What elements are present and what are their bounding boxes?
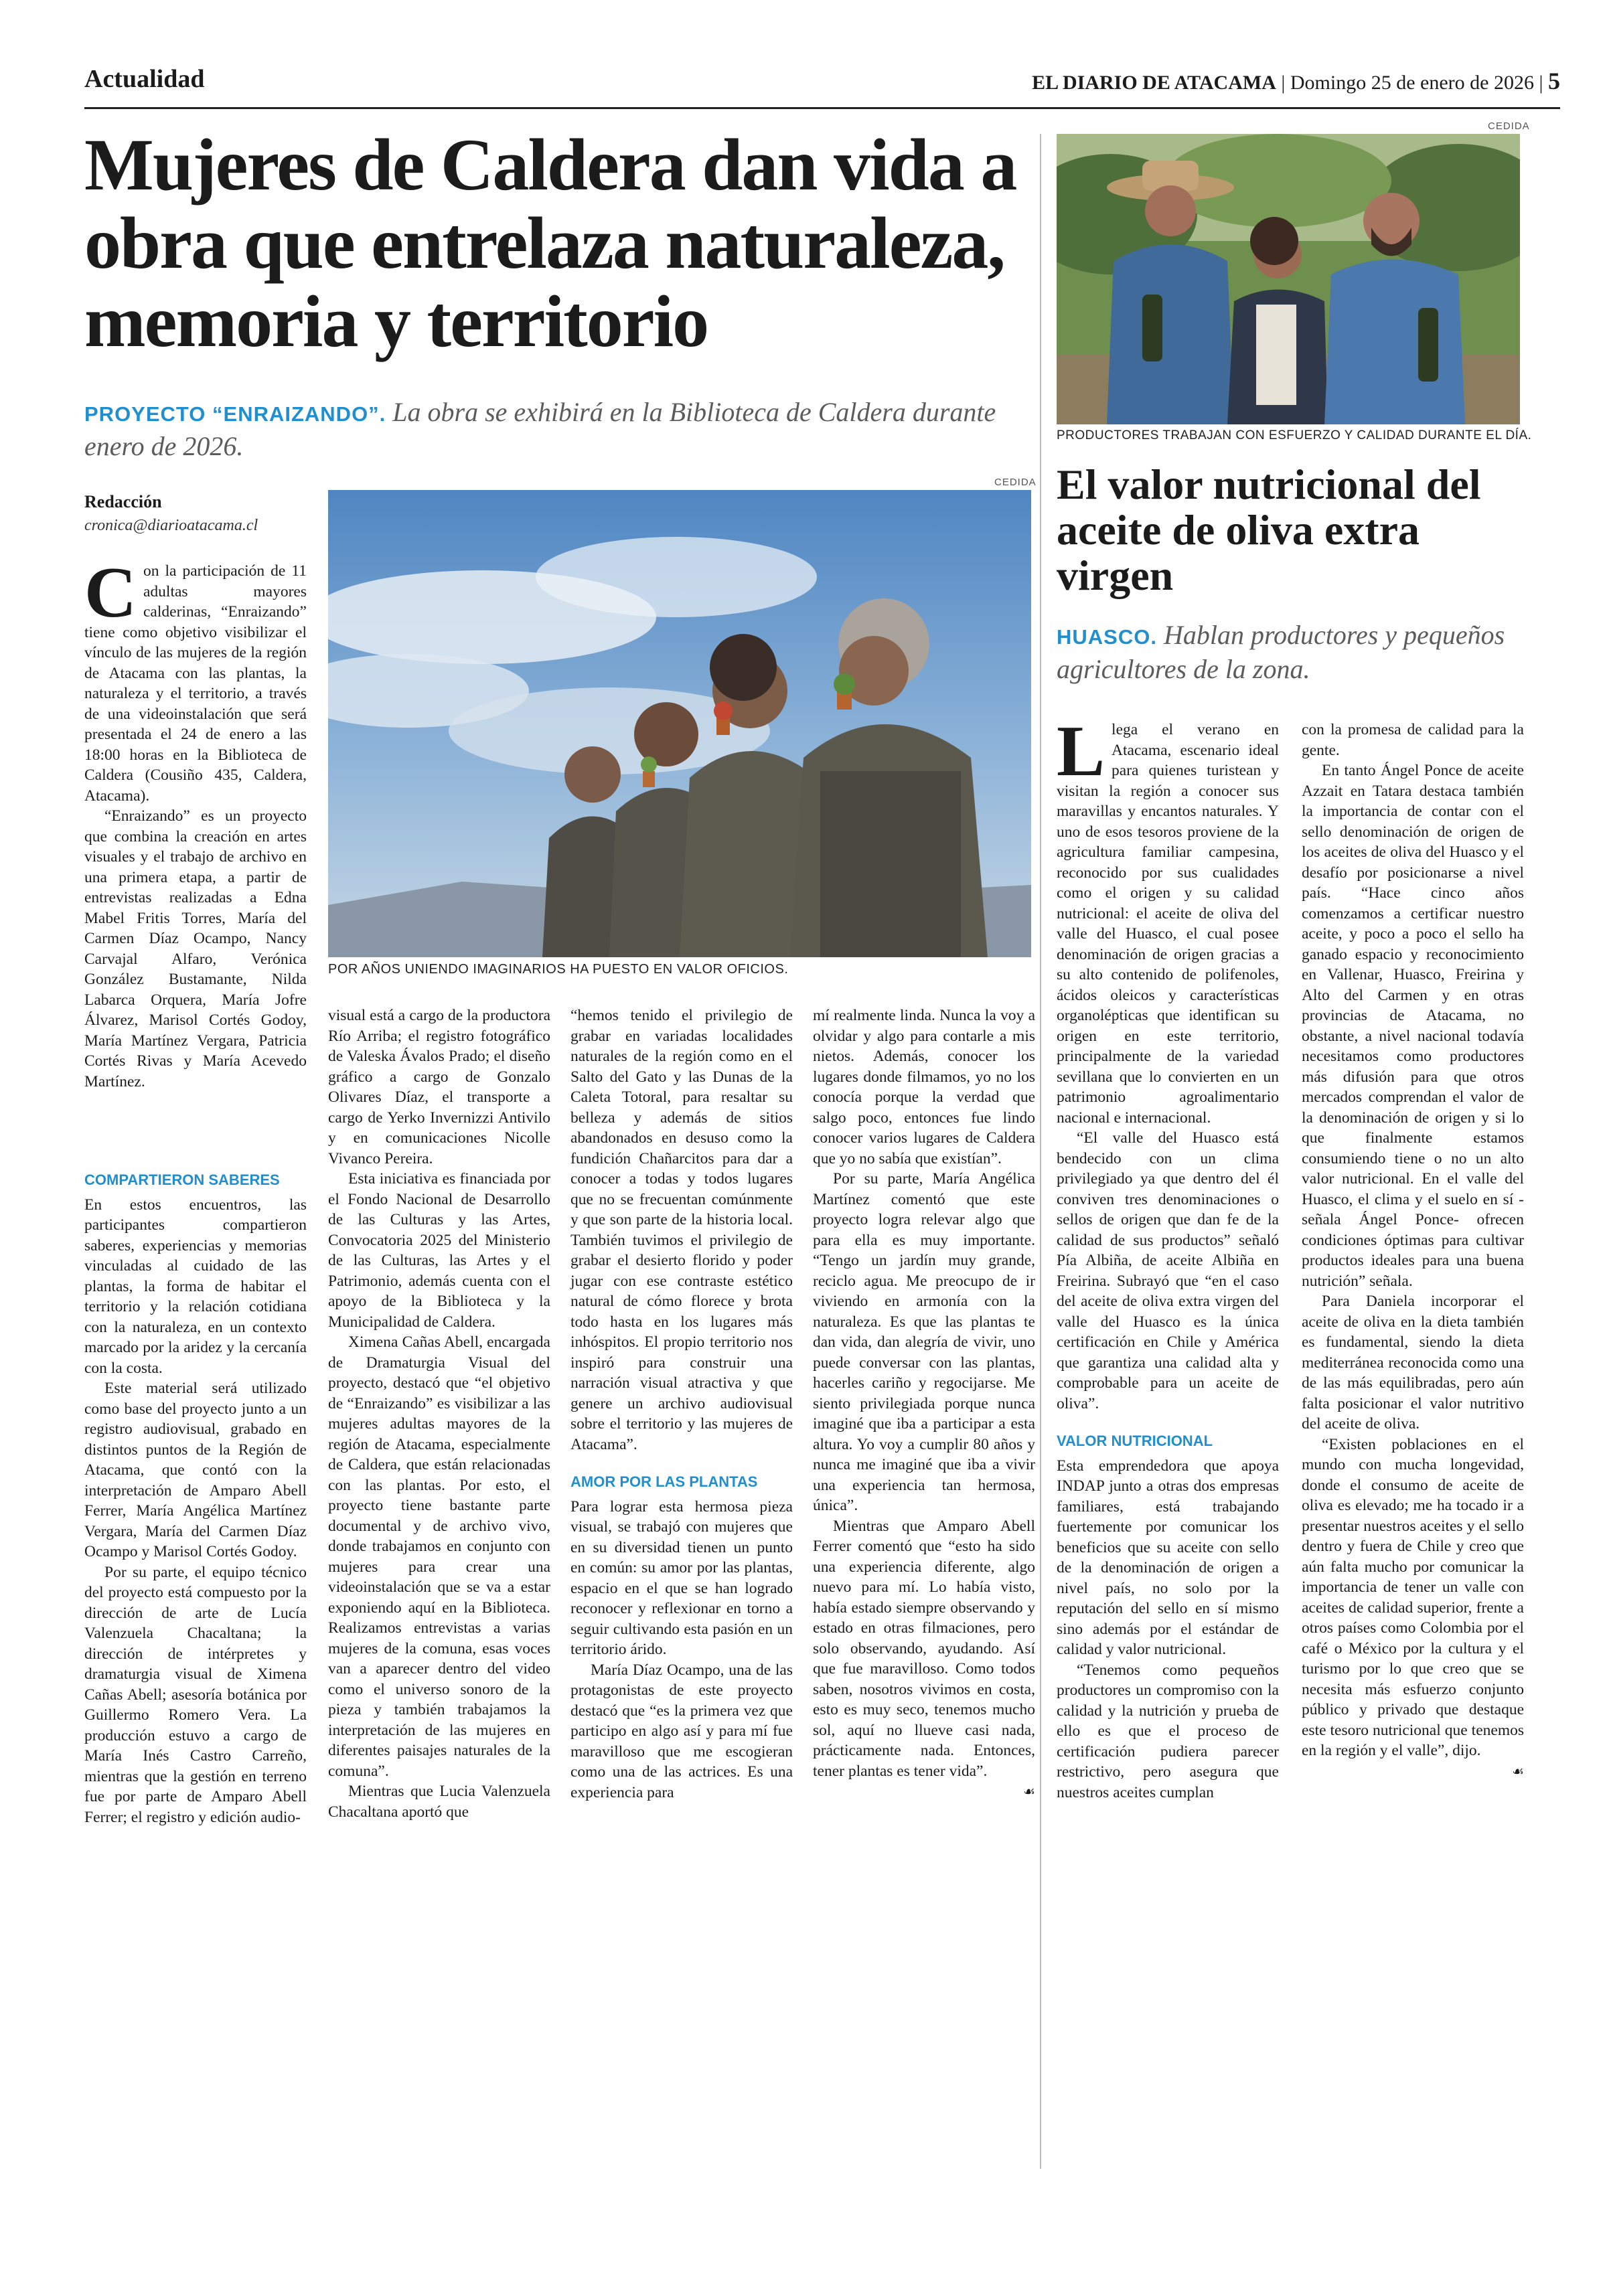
issue-date: Domingo 25 de enero de 2026 xyxy=(1290,72,1534,94)
main-photo-caption: POR AÑOS UNIENDO IMAGINARIOS HA PUESTO EN VALOR OFICIOS. xyxy=(328,962,789,977)
subheading-valor: VALOR NUTRICIONAL xyxy=(1057,1432,1213,1449)
author-byline: Redacción xyxy=(84,492,162,511)
side-column-2 xyxy=(1302,720,1524,1781)
paragraph: María Díaz Ocampo, una de las protagonistas de este proyecto destacó que “es la primera vez que participo en algo así y para mí fue maravilloso que me escogieran como una de las actrices. Es una experiencia para xyxy=(570,1661,793,1801)
main-subhead xyxy=(84,396,1035,463)
page-number: 5 xyxy=(1548,68,1560,94)
main-column-1-bottom xyxy=(84,1153,307,1827)
side-subhead-text: Hablan productores y pequeños agricultores de la zona. xyxy=(1057,620,1505,684)
side-photo xyxy=(1057,134,1520,424)
newspaper-name: EL DIARIO DE ATACAMA xyxy=(1032,72,1276,94)
side-kicker: HUASCO. xyxy=(1057,625,1157,649)
paragraph: Este material será utilizado como base del proyecto junto a un registro audiovisual, grabado en distintos puntos de la Región de Atacama, que contó con la interpretación de Amparo Abell Ferrer, María Angélica Martínez Vergara, María del Carmen Díaz Ocampo y Marisol Cortés Godoy. xyxy=(84,1380,307,1560)
paragraph: Esta emprendedora que apoya INDAP junto a otras dos empresas familiares, está trabajando fuertemente por comunicar los beneficios que su aceite con sello de la denominación de origen a nivel país, no solo por la reputación del sello en sí mismo sino además por el estándar de calidad y valor nutricional. xyxy=(1057,1457,1279,1658)
paragraph: Ximena Cañas Abell, encargada de Dramaturgia Visual del proyecto, destacó que “el objetivo de “Enraizando” es visibilizar a las mujeres adultas mayores de la región de Atacama, especialmente de Caldera, que están relacionadas con las plantas. Por esto, el proyecto tiene bastante parte documental y de archivo vivo, donde trabajamos en conjunto con mujeres para crear una videoinstalación que se va a estar exponiendo aquí en la Biblioteca. Realizamos entrevistas a varias mujeres de la comuna, esas voces van a aparecer dentro del video como el universo sonoro de la pieza y también trabajamos la interpretación de las mujeres en diferentes paisajes naturales de la comuna”. xyxy=(328,1333,550,1780)
dropcap: C xyxy=(84,553,137,633)
main-column-2 xyxy=(328,1005,550,1822)
paragraph: Esta iniciativa es financiada por el Fondo Nacional de Desarrollo de las Culturas y las Artes, Convocatoria 2025 del Ministerio de las Culturas, las Artes y el Patrimonio, además cuenta con el apoyo de la Biblioteca y la Municipalidad de Caldera. xyxy=(328,1170,550,1331)
subheading-amor: AMOR POR LAS PLANTAS xyxy=(570,1473,758,1490)
main-column-1-top xyxy=(84,553,307,1092)
women-drinking-photo xyxy=(328,490,1031,957)
paragraph: “hemos tenido el privilegio de grabar en variadas localidades naturales de la región como en el Salto del Gato y las Dunas de la Caleta Totoral, para resaltar su belleza y además de sitios abandonados en desuso como la fundición Chañarcitos para dar a conocer a todas y todos lugares que no se frecuentan comúnmente y que son parte de la historia local. También tuvimos el privilegio de grabar el desierto florido y poder jugar con ese contraste estético natural de cómo florece y brota todo hasta en los lugares más inhóspitos. El propio territorio nos inspiró para construir una narración visual atractiva y que genere un archivo audiovisual sobre el territorio y las mujeres de Atacama”. xyxy=(570,1007,793,1453)
paragraph: on la participación de 11 adultas mayores calderinas, “Enraizando” tiene como objetivo visibilizar el vínculo de las mujeres de la región de Atacama con las plantas, la naturaleza y el territorio, a través de una videoinstalación que será presentada el 24 de enero a las 18:00 horas en la Biblioteca de Caldera (Cousiño 435, Caldera, Atacama). xyxy=(84,562,307,805)
main-column-4 xyxy=(813,1005,1035,1802)
separator: | xyxy=(1539,72,1543,94)
paragraph: “Existen poblaciones en el mundo con mucha longevidad, donde el consumo de aceite de oliva es elevado; me ha tocado ir a presentar nuestros aceites y el sello dentro y fuera de Chile y creo que aún falta mucho por comunicar la importancia de tener un valle con aceites de calidad superior, frente a otros países como Colombia por el café o México por la cultura y el turismo por lo que creo que se necesita más esfuerzo conjunto público y privado que destaque este tesoro nutricional que tenemos en la región y el valle”, dijo. xyxy=(1302,1435,1524,1759)
dropcap: L xyxy=(1057,712,1105,791)
paragraph: Para lograr esta hermosa pieza visual, se trabajó con mujeres que en su diversidad tienen un punto en común: su amor por las plantas, espacio en el que se han logrado reconocer y reflexionar en torno a seguir cultivando esta pasión en un territorio árido. xyxy=(570,1497,793,1658)
header-rule xyxy=(84,107,1560,109)
paragraph: visual está a cargo de la productora Río Arriba; el registro fotográfico de Valeska Ávalos Prado; el diseño gráfico a cargo de Gonzalo Olivares Díaz, el transporte a cargo de Yerko Invernizzi Antivilo y en comunicaciones Nicolle Vivanco Pereira. xyxy=(328,1007,550,1167)
main-column-3 xyxy=(570,1005,793,1803)
paragraph: “El valle del Huasco está bendecido con un clima privilegiado ya que dentro del él conviven tres denominaciones o sellos de origen que dan fe de la calidad de sus productos” señaló Pía Albiña, de aceite Albiña en Freirina. Subrayó que “en el caso del aceite de oliva extra virgen del valle del Huasco es la única certificación en Chile y América que garantiza una calidad alta y comprobable para un aceite de oliva”. xyxy=(1057,1129,1279,1412)
side-subhead xyxy=(1057,619,1539,685)
paragraph: “Tenemos como pequeños productores un compromiso con la calidad y la nutrición y prueba de ello es que el proceso de certificación pudiera parecer restrictivo, pero asegura que nuestros aceites cumplan xyxy=(1057,1661,1279,1801)
masthead-info xyxy=(1032,67,1560,95)
paragraph: Por su parte, María Angélica Martínez comentó que este proyecto logra relevar algo que para ella es muy importante. “Tengo un jardín muy grande, reciclo agua. Me preocupo de ir viviendo en armonía con la naturaleza. Es que las plantas te dan vida, dan alegría de vivir, uno puede conversar con las plantas, hacerles cariño y regocijarse. Me siento privilegiada porque nunca imaginé que iba a participar a esta altura. Yo voy a cumplir 80 años y nunca me imaginé que iba a vivir una experiencia tan hermosa, única”. xyxy=(813,1170,1035,1514)
side-headline: El valor nutricional del aceite de oliva extra virgen xyxy=(1057,461,1481,599)
paragraph: Mientras que Amparo Abell Ferrer comentó que “esto ha sido una experiencia diferente, algo nuevo para mí. Lo había visto, había estado siempre observando y estado en otras filmaciones, pero solo observando, ayudando. Así que fue maravilloso. Como todos saben, nosotros vivimos en costa, esto es muy seco, tenemos mucho sol, aquí no llueve casi nada, prácticamente nada. Entonces, tener plantas es tener vida”. xyxy=(813,1517,1035,1780)
paragraph: “Enraizando” es un proyecto que combina la creación en artes visuales y el trabajo de archivo en una primera etapa, a partir de entrevistas realizadas a Edna Mabel Fritis Torres, María del Carmen Díaz Ocampo, Nancy Carvajal Alfaro, Verónica González Bustamante, Nilda Labarca Orquera, María Jofre Álvarez, Marisol Cortés Godoy, María Martínez Vergara, Patricia Cortés Rivas y María Acevedo Martínez. xyxy=(84,807,307,1090)
main-kicker: PROYECTO “ENRAIZANDO”. xyxy=(84,402,386,426)
main-photo-credit: CEDIDA xyxy=(994,477,1037,488)
paragraph: lega el verano en Atacama, escenario ideal para quienes turistean y visitan la región a conocer sus maravillas y encantos naturales. Y uno de esos tesoros proviene de la agricultura familiar campesina, reconocido por sus cualidades como el origen y su calidad nutricional: el aceite de oliva del valle del Huasco, el cual posee denominación de origen gracias a su alto contenido de polifenoles, ácidos oleicos y características organolépticas que identifican su origen en este territorio, principalmente de la variedad sevillana que lo convierten en un patrimonio agroalimentario nacional e internacional. xyxy=(1057,721,1279,1127)
column-divider xyxy=(1040,134,1041,2169)
separator: | xyxy=(1281,72,1286,94)
paragraph: mí realmente linda. Nunca la voy a olvidar y algo para contarle a mis nietos. Además, conocer los lugares donde filmamos, yo no los conocía porque la verdad que salgo poco, entonces fue lindo conocer varios lugares de Caldera que yo no sabía que existían”. xyxy=(813,1007,1035,1167)
side-column-1 xyxy=(1057,712,1279,1803)
paragraph: En tanto Ángel Ponce de aceite Azzait en Tatara destaca también la importancia de contar con el sello denominación de origen de los aceites de oliva del Huasco y el desafío por posicionarse a nivel país. “Hace cinco años comenzamos a certificar nuestro aceite, y poco a poco el sello ha ganado espacio y reconocimiento en Vallenar, Huasco, Freirina y Alto del Carmen y en otras provincias de Atacama, no obstante, a nivel nacional todavía necesitamos como productores más difusión para que otros mercados comprendan el valor de la denominación de origen y si lo que finalmente estamos consumiendo tiene o no un alto valor nutricional. En el valle del Huasco, el clima y el suelo en sí -señala Ángel Ponce- ofrecen condiciones óptimas para cultivar productos ideales para una buena nutrición” señala. xyxy=(1302,762,1524,1290)
main-photo xyxy=(328,490,1031,957)
main-subhead-text: La obra se exhibirá en la Biblioteca de Caldera durante enero de 2026. xyxy=(84,397,996,461)
main-headline: Mujeres de Caldera dan vida a obra que entrelaza naturaleza, memoria y territorio xyxy=(84,124,1016,362)
paragraph: con la promesa de calidad para la gente. xyxy=(1302,721,1524,759)
side-photo-caption: PRODUCTORES TRABAJAN CON ESFUERZO Y CALIDAD DURANTE EL DÍA. xyxy=(1057,428,1532,442)
olive-producers-photo xyxy=(1057,134,1520,424)
section-name: Actualidad xyxy=(84,65,205,93)
paragraph: Mientras que Lucia Valenzuela Chacaltana aportó que xyxy=(328,1783,550,1821)
end-mark-icon: ☙ xyxy=(1023,1783,1035,1799)
paragraph: Por su parte, el equipo técnico del proyecto está compuesto por la dirección de arte de Lucía Valenzuela Chacaltana; la dirección de intérpretes y dramaturgia visual de Ximena Cañas Abell; asesoría botánica por Guillermo Romero Vera. La producción estuvo a cargo de María Inés Castro Carreño, mientras que la gestión en terreno fue por parte de Amparo Abell Ferrer; el registro y edición audio- xyxy=(84,1563,307,1826)
paragraph: Para Daniela incorporar el aceite de oliva en la dieta también es fundamental, siendo la dieta mediterránea reconocida como una de las más equilibradas, pero aún falta posicionar el valor nutritivo del aceite de oliva. xyxy=(1302,1293,1524,1432)
author-email[interactable]: cronica@diarioatacama.cl xyxy=(84,517,258,534)
subheading-compartieron: COMPARTIERON SABERES xyxy=(84,1171,280,1188)
side-photo-credit: CEDIDA xyxy=(1488,120,1530,132)
end-mark-icon: ☙ xyxy=(1512,1762,1524,1779)
paragraph: En estos encuentros, las participantes compartieron saberes, experiencias y memorias vinculadas al cuidado de las plantas, la forma de habitar el territorio y la relación cotidiana con la naturaleza, en un contexto marcado por la aridez y la cercanía con la costa. xyxy=(84,1196,307,1377)
